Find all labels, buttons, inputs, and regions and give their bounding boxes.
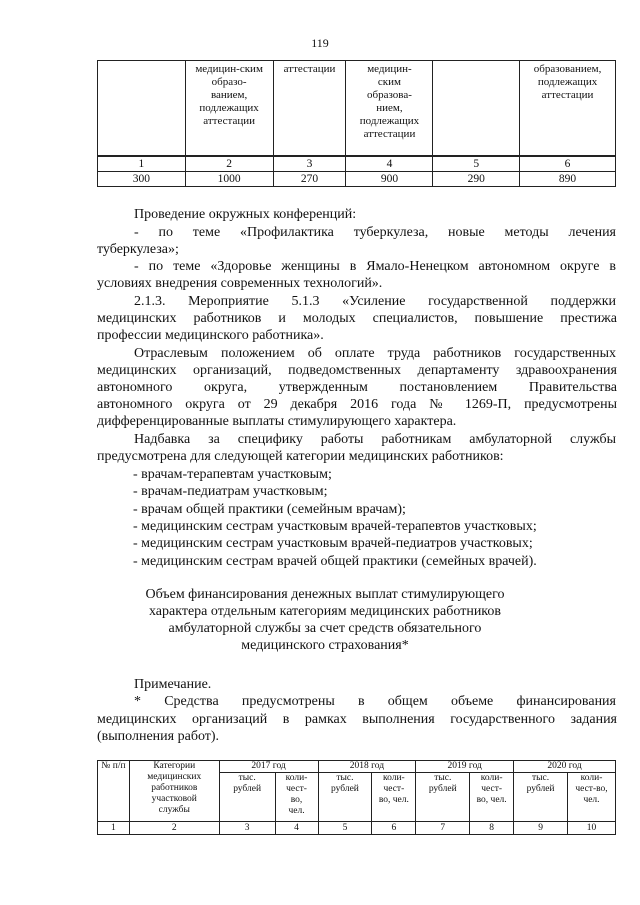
top-table-header-cell [98, 61, 186, 157]
paragraph-regulation-line2: медицинских организаций, подведомственных департаменту здравоохранения [97, 363, 617, 378]
top-table-number-row [98, 156, 616, 172]
finance-table-index-cell: 10 [568, 822, 616, 835]
top-table-value-cell: 290 [433, 172, 520, 187]
finance-table-index-cell: 5 [318, 822, 372, 835]
paragraph-topic-women-line2: условиях внедрения современных технологий». [97, 276, 383, 291]
top-table-num-cell: 3 [273, 156, 346, 172]
top-table-num-cell: 6 [520, 156, 616, 172]
finance-table-index-cell: 1 [98, 822, 130, 835]
paragraph-measure-line1: 2.1.3. Мероприятие 5.1.3 «Усиление государственной поддержки [134, 294, 616, 309]
top-table-header-cell: медицин-ским образо-ванием, подлежащих аттестации [185, 61, 273, 157]
finance-table-index-cell: 9 [514, 822, 568, 835]
finance-table-col-category: Категории медицинских работников участковой службы [129, 761, 219, 822]
list-item: - медицинским сестрам участковым врачей-терапевтов участковых; [133, 519, 537, 534]
section-title-line: Объем финансирования денежных выплат стимулирующего [145, 587, 505, 602]
list-item: - врачам-терапевтам участковым; [133, 467, 332, 482]
section-title-line: характера отдельным категориям медицинских работников [148, 604, 502, 619]
section-title-line: амбулаторной службы за счет средств обязательного [168, 621, 482, 636]
finance-table-sub-thousand: тыс. рублей [318, 773, 372, 822]
finance-table-index-cell: 3 [219, 822, 275, 835]
top-table-value-cell: 900 [346, 172, 433, 187]
list-item: - медицинским сестрам врачей общей практики (семейных врачей). [133, 554, 537, 569]
top-table [97, 60, 616, 187]
paragraph-measure-line3: профессии медицинского работника». [97, 328, 324, 343]
top-table-header-cell: образованием, подлежащих аттестации [520, 61, 616, 157]
top-table-num-cell: 5 [433, 156, 520, 172]
paragraph-regulation-line4: автономного округа от 29 декабря 2016 года № 1269-П, предусмотрены [97, 397, 617, 412]
finance-table-year: 2019 год [416, 761, 514, 773]
paragraph-regulation-line1: Отраслевым положением об оплате труда работников государственных [134, 346, 616, 361]
top-table-num-cell: 1 [98, 156, 186, 172]
finance-table-index-cell: 6 [372, 822, 416, 835]
finance-table-index-cell: 2 [129, 822, 219, 835]
list-item: - врачам-педиатрам участковым; [133, 484, 328, 499]
top-table-value-cell: 1000 [185, 172, 273, 187]
finance-table-year: 2017 год [219, 761, 318, 773]
paragraph-bonus-line2: предусмотрена для следующей категории медицинских работников: [97, 449, 504, 464]
paragraph-regulation-line5: дифференцированные выплаты стимулирующего характера. [97, 414, 457, 429]
note-line2: медицинских организаций в рамках выполнения государственного задания [97, 712, 617, 727]
finance-table-sub-count: коли-чест-во, чел. [275, 773, 318, 822]
finance-table-sub-thousand: тыс. рублей [416, 773, 470, 822]
top-table-num-cell: 2 [185, 156, 273, 172]
list-item: - врачам общей практики (семейным врачам); [133, 502, 406, 517]
paragraph-topic-tb-line1: - по теме «Профилактика туберкулеза, новые методы лечения [134, 225, 616, 240]
finance-table-sub-count: коли-чест-во, чел. [372, 773, 416, 822]
finance-table-col-num: № п/п [98, 761, 130, 822]
finance-table-index-cell: 8 [470, 822, 514, 835]
note-line1: * Средства предусмотрены в общем объеме финансирования [134, 694, 616, 709]
top-table-value-cell: 300 [98, 172, 186, 187]
section-title [130, 586, 520, 654]
finance-table-sub-count: коли-чест-во, чел. [568, 773, 616, 822]
finance-table [97, 760, 616, 835]
page-number: 119 [311, 36, 329, 50]
finance-table-sub-thousand: тыс. рублей [219, 773, 275, 822]
paragraph-conferences: Проведение окружных конференций: [134, 207, 357, 222]
top-table-value-cell: 270 [273, 172, 346, 187]
finance-table-year: 2018 год [318, 761, 416, 773]
top-table-header-cell [433, 61, 520, 157]
top-table-value-cell: 890 [520, 172, 616, 187]
top-table-header-cell: аттестации [273, 61, 346, 157]
paragraph-measure-line2: медицинских работников и молодых специалистов, повышение престижа [97, 311, 617, 326]
paragraph-bonus-line1: Надбавка за специфику работы работникам амбулаторной службы [134, 432, 616, 447]
paragraph-regulation-line3: автономного округа, утвержденным постановлением Правительства [97, 380, 617, 395]
top-table-num-cell: 4 [346, 156, 433, 172]
finance-table-sub-thousand: тыс. рублей [514, 773, 568, 822]
paragraph-topic-tb-line2: туберкулеза»; [97, 242, 179, 257]
top-table-header-row [98, 61, 616, 157]
finance-table-year: 2020 год [514, 761, 616, 773]
note-label: Примечание. [134, 677, 212, 692]
finance-table-index-cell: 7 [416, 822, 470, 835]
section-title-line: медицинского страхования* [241, 638, 409, 653]
list-item: - медицинским сестрам участковым врачей-педиатров участковых; [133, 536, 533, 551]
paragraph-topic-women-line1: - по теме «Здоровье женщины в Ямало-Ненецком автономном округе в [134, 259, 616, 274]
top-table-value-row [98, 172, 616, 187]
finance-table-index-row [98, 822, 616, 835]
finance-table-index-cell: 4 [275, 822, 318, 835]
finance-table-sub-count: коли-чест-во, чел. [470, 773, 514, 822]
finance-table-year-row [98, 761, 616, 773]
note-line3: (выполнения работ). [97, 729, 220, 744]
top-table-header-cell: медицин-ским образова-нием, подлежащих аттестации [346, 61, 433, 157]
